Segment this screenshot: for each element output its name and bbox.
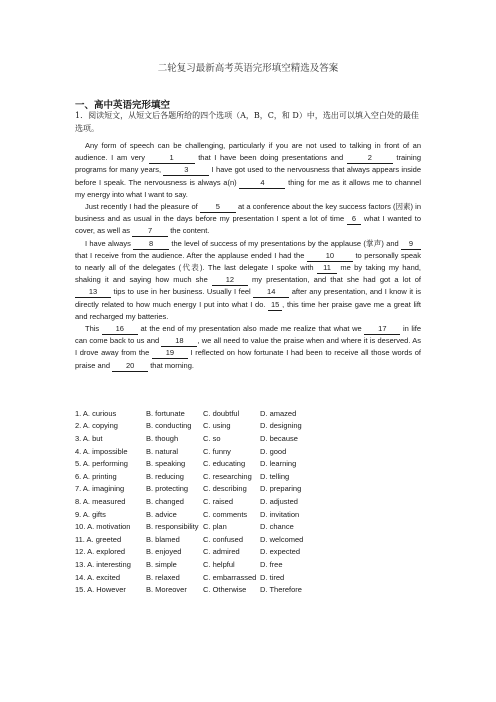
- passage-text: to personally speak to nearly all of the delegates (代表). The last delegate I spoke with: [75, 250, 421, 273]
- option-choice: B. blamed: [146, 534, 180, 544]
- option-choice: D. designing: [260, 421, 302, 431]
- option-choice: 13. A. interesting: [75, 559, 131, 569]
- blank-12: 12: [212, 275, 248, 286]
- blank-2: 2: [347, 153, 393, 164]
- blank-14: 14: [253, 287, 289, 298]
- passage-text: training programs for many years,: [75, 153, 421, 175]
- passage-text: me by taking my hand, shaking it and saying how much she: [75, 263, 422, 285]
- option-row: [75, 420, 421, 433]
- blank-15: 15: [268, 300, 282, 311]
- blank-7: 7: [132, 226, 168, 237]
- option-choice: D. free: [260, 559, 283, 569]
- passage-text: that I receive from the audience. After the applause ended I had the: [75, 250, 307, 260]
- option-choice: D. welcomed: [260, 534, 304, 544]
- option-choice: 1. A. curious: [75, 408, 117, 418]
- option-choice: B. speaking: [146, 459, 186, 469]
- option-choice: 8. A. measured: [75, 496, 126, 506]
- option-choice: D. invitation: [260, 509, 300, 519]
- option-choice: 2. A. copying: [75, 421, 118, 431]
- cloze-passage: [75, 140, 421, 372]
- instruction-text: 1．阅读短文，从短文后各题所给的四个选项（A，B，C，和 D）中，选出可以填入空白处的最佳选项。: [75, 111, 419, 133]
- blank-4: 4: [239, 178, 285, 189]
- option-choice: 11. A. greeted: [75, 534, 122, 544]
- option-choice: B. Moreover: [146, 585, 187, 595]
- passage-text: I have got used to the nervousness that always appears inside before I speak. The nervousness is always a(n): [75, 165, 421, 187]
- option-choice: C. so: [203, 433, 221, 443]
- blank-1: 1: [149, 153, 195, 164]
- option-choice: B. natural: [146, 446, 179, 456]
- option-choice: 15. A. However: [75, 585, 126, 595]
- options-list: [75, 407, 421, 596]
- option-choice: C. raised: [203, 496, 234, 506]
- option-choice: C. using: [203, 421, 231, 431]
- option-choice: D. chance: [260, 522, 294, 532]
- passage-text: at a conference about the key success factors (因素) in business and as usual in the days before my presentation I spent a lot of time: [75, 202, 421, 224]
- option-choice: C. helpful: [203, 559, 235, 569]
- option-choice: B. responsibility: [146, 522, 199, 532]
- option-row: [75, 583, 421, 596]
- option-choice: D. good: [260, 446, 287, 456]
- option-row: [75, 508, 421, 521]
- passage-paragraph: [75, 201, 421, 238]
- option-choice: B. though: [146, 433, 179, 443]
- blank-18: 18: [161, 336, 197, 347]
- option-choice: C. researching: [203, 471, 252, 481]
- passage-text: my presentation, and that she had got a lot of: [247, 275, 421, 285]
- passage-text: Just recently I had the pleasure of: [85, 202, 200, 212]
- option-choice: C. Otherwise: [203, 585, 247, 595]
- option-choice: B. protecting: [146, 484, 189, 494]
- passage-text: in life can come back to us and: [75, 324, 422, 346]
- option-choice: C. comments: [203, 509, 248, 519]
- option-row: [75, 432, 421, 445]
- option-choice: D. preparing: [260, 484, 302, 494]
- option-choice: B. enjoyed: [146, 547, 182, 557]
- option-choice: D. expected: [260, 547, 301, 557]
- option-choice: C. plan: [203, 522, 227, 532]
- passage-text: Any form of speech can be challenging, particularly if you are not used to talking in front of an audience. I am very: [75, 141, 421, 163]
- option-choice: B. fortunate: [146, 408, 185, 418]
- section-heading: 一、高中英语完形填空: [75, 100, 171, 111]
- blank-10: 10: [307, 251, 353, 262]
- option-choice: C. describing: [203, 484, 247, 494]
- option-row: [75, 495, 421, 508]
- blank-19: 19: [152, 348, 188, 359]
- passage-text: that morning.: [148, 360, 194, 370]
- blank-13: 13: [75, 287, 111, 298]
- blank-20: 20: [112, 361, 148, 372]
- passage-text: thing for me as it allows me to channel my energy into what I want to say.: [75, 177, 421, 199]
- option-choice: D. tired: [260, 572, 285, 582]
- passage-text: tips to use in her business. Usually I feel: [111, 287, 254, 297]
- document-title: 二轮复习最新高考英语完形填空精选及答案: [157, 63, 339, 74]
- option-choice: C. confused: [203, 534, 244, 544]
- option-row: [75, 533, 421, 546]
- passage-paragraph: [75, 140, 421, 201]
- blank-3: 3: [163, 165, 209, 176]
- option-choice: B. changed: [146, 496, 184, 506]
- option-row: [75, 546, 421, 559]
- passage-text: , this time her praise gave me a great lift and recharged my batteries.: [75, 299, 421, 321]
- option-choice: 4. A. impossible: [75, 446, 128, 456]
- option-choice: B. conducting: [146, 421, 192, 431]
- option-choice: 10. A. motivation: [75, 522, 131, 532]
- option-row: [75, 558, 421, 571]
- blank-17: 17: [364, 324, 400, 335]
- passage-text: at the end of my presentation also made me realize that what we: [137, 324, 365, 334]
- blank-9: 9: [401, 239, 421, 250]
- option-choice: 5. A. performing: [75, 459, 128, 469]
- option-choice: D. learning: [260, 459, 297, 469]
- passage-text: what I wanted to cover, as well as: [75, 214, 421, 236]
- option-choice: 6. A. printing: [75, 471, 117, 481]
- option-choice: B. advice: [146, 509, 177, 519]
- option-row: [75, 520, 421, 533]
- option-row: [75, 457, 421, 470]
- blank-6: 6: [347, 214, 361, 225]
- option-choice: C. educating: [203, 459, 246, 469]
- passage-text: I reflected on how fortunate I had been to receive all those words of praise and: [75, 348, 422, 370]
- option-row: [75, 407, 421, 420]
- option-row: [75, 483, 421, 496]
- option-row: [75, 445, 421, 458]
- blank-11: 11: [317, 263, 337, 274]
- passage-text: This: [85, 324, 102, 334]
- passage-paragraph: [75, 323, 421, 372]
- passage-text: after any presentation, and I know it is directly related to how much energy I put into what I do.: [75, 287, 421, 309]
- option-choice: D. telling: [260, 471, 290, 481]
- option-choice: B. relaxed: [146, 572, 180, 582]
- option-choice: 9. A. gifts: [75, 509, 106, 519]
- option-choice: D. amazed: [260, 408, 297, 418]
- option-choice: C. admired: [203, 547, 240, 557]
- passage-text: , we all need to value the praise when and where it is deserved. As I drove away from the: [75, 336, 422, 358]
- passage-text: that I have been doing presentations and: [194, 153, 347, 163]
- passage-text: I have always: [85, 238, 134, 248]
- passage-text: the content.: [168, 226, 210, 236]
- option-choice: 12. A. explored: [75, 547, 126, 557]
- option-choice: C. funny: [203, 446, 231, 456]
- option-row: [75, 571, 421, 584]
- option-choice: 3. A. but: [75, 433, 103, 443]
- option-row: [75, 470, 421, 483]
- option-choice: B. reducing: [146, 471, 184, 481]
- passage-text: the level of success of my presentations by the applause (掌声) and: [169, 238, 401, 248]
- option-choice: D. Therefore: [260, 585, 302, 595]
- blank-5: 5: [200, 202, 236, 213]
- option-choice: C. doubtful: [203, 408, 240, 418]
- blank-16: 16: [102, 324, 138, 335]
- option-choice: 14. A. excited: [75, 572, 121, 582]
- option-choice: D. because: [260, 433, 298, 443]
- option-choice: 7. A. imagining: [75, 484, 125, 494]
- passage-paragraph: [75, 238, 421, 323]
- option-choice: C. embarrassed: [203, 572, 257, 582]
- option-choice: B. simple: [146, 559, 177, 569]
- option-choice: D. adjusted: [260, 496, 298, 506]
- blank-8: 8: [133, 239, 169, 250]
